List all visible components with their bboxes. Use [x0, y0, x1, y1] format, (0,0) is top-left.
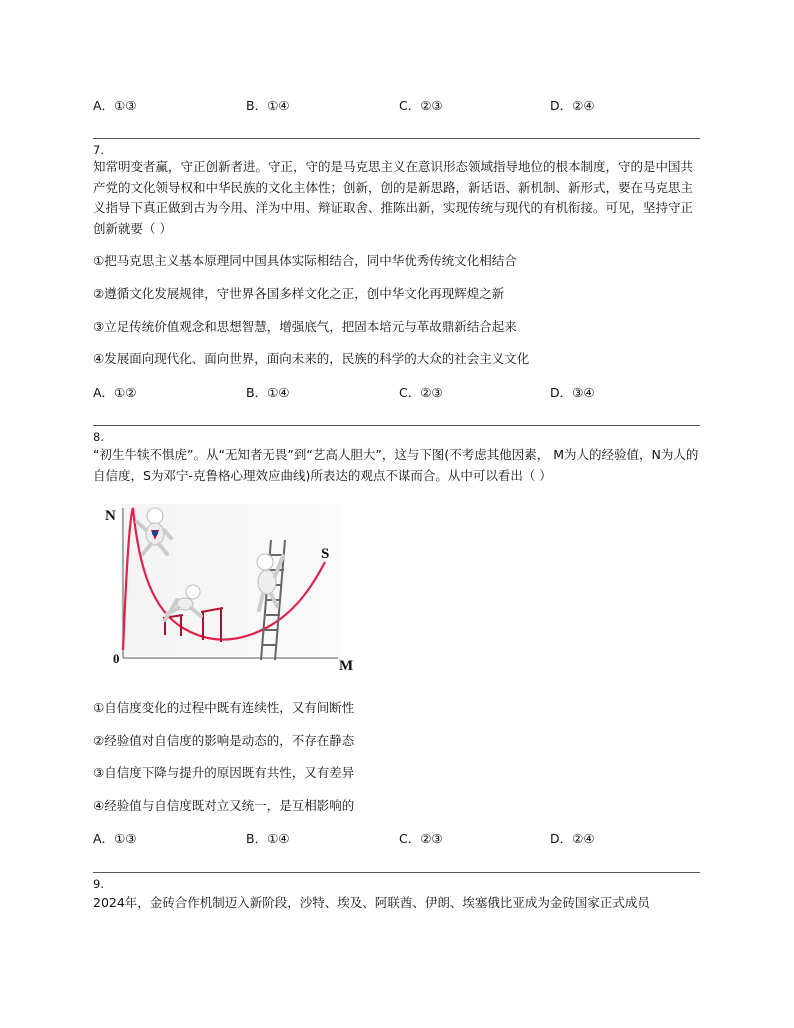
- q6-options: [93, 96, 713, 112]
- q8-option-b[interactable]: B．①④: [246, 831, 290, 846]
- q7-option-b[interactable]: B．①④: [246, 385, 290, 400]
- y-axis-label: N: [105, 508, 116, 524]
- q8-option-d[interactable]: D．②④: [550, 831, 595, 846]
- q7-item-3: ③立足传统价值观念和思想智慧，增强底气，把固本培元与革故鼎新结合起来: [93, 319, 517, 334]
- q8-item-4: ④经验值与自信度既对立又统一，是互相影响的: [93, 798, 355, 813]
- origin-label: 0: [113, 651, 120, 666]
- q8-stem: “初生牛犊不惧虎”。从“无知者无畏”到“艺高人胆大”，这与下图(不考虑其他因素， M为人的经验值，N为人的自信度，S为邓宁-克鲁格心理效应曲线)所表达的观点不谋而合。从中可以看出（ ）: [93, 447, 699, 483]
- q8-item-2: ②经验值对自信度的影响是动态的，不存在静态: [93, 733, 355, 748]
- x-axis-label: M: [339, 658, 354, 674]
- divider: [93, 138, 700, 139]
- q7-number: 7.: [93, 143, 104, 157]
- q7-option-d[interactable]: D．③④: [550, 385, 595, 400]
- q6-option-a[interactable]: A．①③: [93, 98, 137, 113]
- dunning-kruger-figure: [93, 500, 363, 675]
- q8-option-a[interactable]: A．①③: [93, 831, 137, 846]
- q7-option-c[interactable]: C．②③: [399, 385, 443, 400]
- q6-option-b[interactable]: B．①④: [246, 98, 290, 113]
- q7-item-1: ①把马克思主义基本原理同中国具体实际相结合，同中华优秀传统文化相结合: [93, 253, 517, 268]
- q6-option-c[interactable]: C．②③: [399, 98, 443, 113]
- q8-number: 8.: [93, 430, 104, 444]
- curve-label: S: [321, 546, 330, 562]
- q8-option-c[interactable]: C．②③: [399, 831, 443, 846]
- divider: [93, 425, 700, 426]
- q7-options: [93, 383, 713, 399]
- q7-item-2: ②遵循文化发展规律，守世界各国多样文化之正，创中华文化再现辉煌之新: [93, 286, 505, 301]
- q7-stem: 知常明变者赢，守正创新者进。守正，守的是马克思主义在意识形态领域指导地位的根本制度，守的是中国共产党的文化领导权和中华民族的文化主体性；创新，创的是新思路，新话语、新机制、新形式，要在马克思主义指导下真正做到古为今用、洋为中用、辩证取舍、推陈出新，实现传统与现代的有机衔接。可见，坚持守正创新就要（ ）: [93, 159, 694, 236]
- q8-options: [93, 829, 713, 845]
- divider: [93, 872, 700, 873]
- q9-number: 9.: [93, 877, 104, 891]
- q7-option-a[interactable]: A．①②: [93, 385, 137, 400]
- q6-option-d[interactable]: D．②④: [550, 98, 595, 113]
- q9-stem: 2024年，金砖合作机制迈入新阶段，沙特、埃及、阿联酋、伊朗、埃塞俄比亚成为金砖国家正式成员: [93, 895, 650, 910]
- q8-item-1: ①自信度变化的过程中既有连续性，又有间断性: [93, 700, 355, 715]
- q8-item-3: ③自信度下降与提升的原因既有共性，又有差异: [93, 765, 355, 780]
- q7-item-4: ④发展面向现代化、面向世界，面向未来的，民族的科学的大众的社会主义文化: [93, 351, 530, 366]
